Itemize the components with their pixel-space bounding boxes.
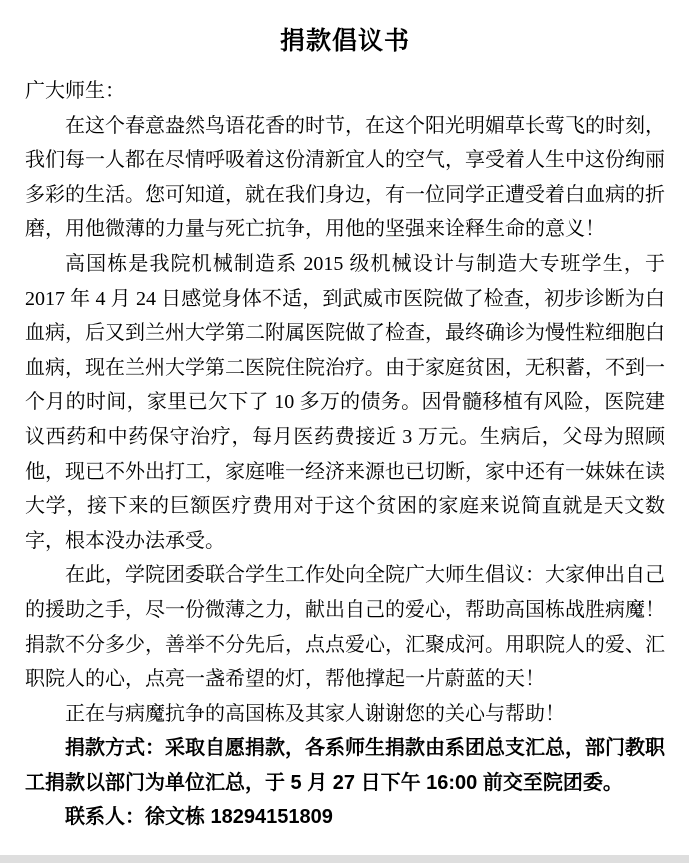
document-page: [25, 24, 665, 835]
donation-method: 捐款方式：采取自愿捐款，各系师生捐款由系团总支汇总，部门教职工捐款以部门为单位汇总，于 5 月 27 日下午 16:00 前交至院团委。: [25, 737, 665, 794]
paragraph-patient-situation: 高国栋是我院机械制造系 2015 级机械设计与制造大专班学生，于 2017 年 4 月 24 日感觉身体不适，到武威市医院做了检查，初步诊断为白血病，后又到兰州大学第二附属医院做了检查，最终确诊为慢性粒细胞白血病，现在兰州大学第二医院住院治疗。由于家庭贫困，无积蓄，不到一个月的时间，家里已欠下了 10 多万的债务。因骨髓移植有风险，医院建议西药和中药保守治疗，每月医药费接近 3 万元。生病后，父母为照顾他，现已不外出打工，家庭唯一经济来源也已切断，家中还有一妹妹在读大学，接下来的巨额医疗费用对于这个贫困的家庭来说简直就是天文数字，根本没办法承受。: [25, 252, 665, 552]
document-title: 捐款倡议书: [279, 28, 410, 55]
contact-line: 联系人：徐文栋 18294151809: [65, 806, 333, 829]
paragraph-thanks: 正在与病魔抗争的高国栋及其家人谢谢您的关心与帮助！: [65, 702, 565, 725]
window-bottom-edge: [0, 855, 689, 863]
paragraph-intro: 在这个春意盎然鸟语花香的时节，在这个阳光明媚草长莺飞的时刻，我们每一人都在尽情呼吸着这份清新宜人的空气，享受着人生中这份绚丽多彩的生活。您可知道，就在我们身边，有一位同学正遭受着白血病的折磨，用他微薄的力量与死亡抗争，用他的坚强来诠释生命的意义！: [25, 114, 665, 241]
paragraph-appeal: 在此，学院团委联合学生工作处向全院广大师生倡议：大家伸出自己的援助之手，尽一份微薄之力，献出自己的爱心，帮助高国栋战胜病魔！捐款不分多少，善举不分先后，点点爱心，汇聚成河。用职院人的爱、汇职院人的心，点亮一盏希望的灯，帮他撑起一片蔚蓝的天！: [25, 564, 665, 691]
salutation: 广大师生：: [25, 80, 125, 102]
